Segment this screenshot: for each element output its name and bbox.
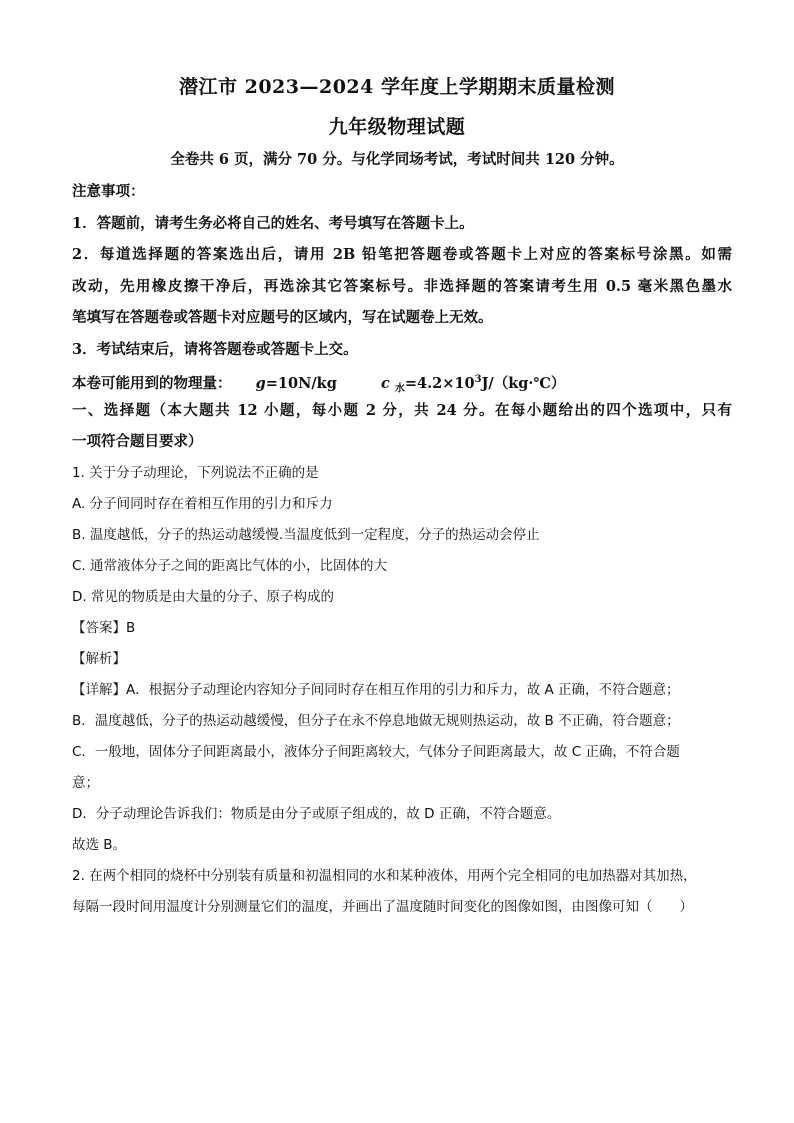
- q1-detail-c-line-2: 意；: [72, 775, 99, 791]
- q1-option-b: B. 温度越低，分子的热运动越缓慢.当温度低到一定程度，分子的热运动会停止: [72, 527, 540, 543]
- q1-option-d: D. 常见的物质是由大量的分子、原子构成的: [72, 589, 334, 605]
- q1-detail-c-line-1: C．一般地，固体分子间距离最小，液体分子间距离较大，气体分子间距离最大，故 C 正确，不符合题: [72, 744, 680, 760]
- c-value-a: =4.2×10: [404, 374, 475, 392]
- c-value-exponent: 3: [474, 374, 482, 385]
- g-value: =10N/kg: [265, 374, 337, 392]
- answer-label: 【答案】: [72, 620, 126, 636]
- q1-conclusion: 故选 B。: [72, 837, 127, 853]
- notice-item-1: 1．答题前，请考生务必将自己的姓名、考号填写在答题卡上。: [72, 215, 474, 232]
- q1-detail-d: D．分子动理论告诉我们：物质是由分子或原子组成的，故 D 正确，不符合题意。: [72, 806, 561, 822]
- constants-label: 本卷可能用到的物理量：: [72, 374, 232, 392]
- q1-analysis-label: 【解析】: [72, 651, 126, 667]
- q1-answer: [72, 618, 732, 638]
- notice-item-2-line-3: 笔填写在答题卷或答题卡对应题号的区域内，写在试题卷上无效。: [72, 309, 493, 326]
- q1-option-a: A. 分子间同时存在着相互作用的引力和斥力: [72, 496, 333, 512]
- q2-stem-line-2: 每隔一段时间用温度计分别测量它们的温度，并画出了温度随时间变化的图像如图，由图像可知（ ）: [72, 899, 693, 915]
- section-1-line-1: 一、选择题（本大题共 12 小题，每小题 2 分，共 24 分。在每小题给出的四个选项中，只有: [72, 402, 732, 419]
- exam-info: 全卷共 6 页，满分 70 分。与化学同场考试，考试时间共 120 分钟。: [170, 151, 624, 168]
- section-1-line-2: 一项符合题目要求）: [72, 433, 203, 450]
- g-symbol: g: [255, 374, 266, 392]
- notice-item-2-line-1: 2．每道选择题的答案选出后，请用 2B 铅笔把答题卷或答题卡上对应的答案标号涂黑。如需: [72, 246, 732, 263]
- q1-detail-b: B．温度越低，分子的热运动越缓慢，但分子在永不停息地做无规则热运动，故 B 不正确，符合题意；: [72, 713, 680, 729]
- exam-subtitle: 九年级物理试题: [328, 116, 466, 138]
- detail-a-text: A．根据分子动理论内容知分子间同时存在相互作用的引力和斥力，故 A 正确，不符合题意；: [126, 682, 680, 698]
- constants-line: [72, 370, 732, 400]
- c-symbol: c: [380, 374, 390, 392]
- c-subscript: 水: [394, 383, 405, 395]
- q1-option-c: C. 通常液体分子之间的距离比气体的小，比固体的大: [72, 558, 388, 574]
- notice-item-2-line-2: 改动，先用橡皮擦干净后，再选涂其它答案标号。非选择题的答案请考生用 0.5 毫米黑色墨水: [72, 278, 732, 295]
- q1-detail-a: [72, 680, 732, 700]
- notice-item-3: 3．考试结束后，请将答题卷或答题卡上交。: [72, 341, 358, 358]
- q1-stem: 1. 关于分子动理论，下列说法不正确的是: [72, 465, 319, 481]
- c-value-b: J/（kg·℃）: [481, 374, 566, 392]
- answer-value: B: [126, 620, 136, 636]
- notice-heading: 注意事项：: [72, 183, 145, 200]
- detail-label: 【详解】: [72, 682, 126, 698]
- q2-stem-line-1: 2. 在两个相同的烧杯中分别装有质量和初温相同的水和某种液体，用两个完全相同的电加热器对其加热，: [72, 868, 697, 884]
- exam-title: 潜江市 2023—2024 学年度上学期期末质量检测: [179, 76, 615, 98]
